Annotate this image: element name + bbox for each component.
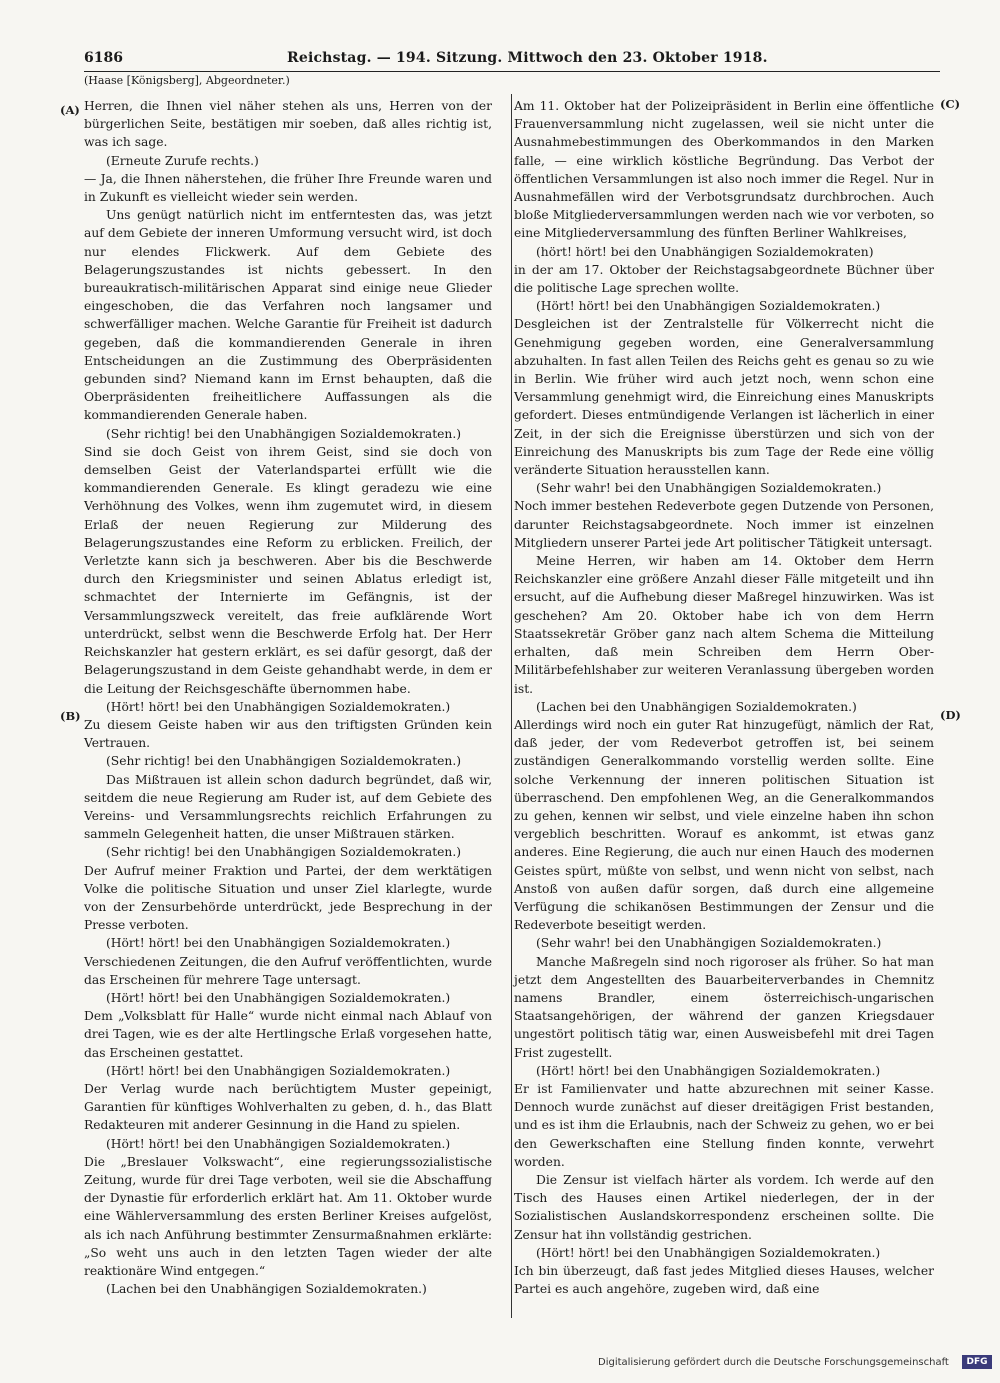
- margin-mark-d: (D): [940, 708, 961, 722]
- paragraph: — Ja, die Ihnen näherstehen, die früher Ihre Freunde waren und in Zukunft es vielleicht wieder sein werden.: [84, 171, 492, 205]
- interjection: (Sehr richtig! bei den Unabhängigen Sozialdemokraten.): [106, 845, 462, 860]
- column-divider: [511, 94, 512, 1318]
- paragraph: Der Verlag wurde nach berüchtigtem Muster gepeinigt, Garantien für künftiges Wohlverhalten zu geben, d. h., das Blatt Redakteuren mit anderer Gesinnung in die Hand zu spielen.: [84, 1081, 492, 1133]
- paragraph: Sind sie doch Geist von ihrem Geist, sind sie doch von demselben Geist der Vaterlandspartei erfüllt wie die kommandierenden Generale. Es klingt geradezu wie eine Verhöhnung des Volkes, wenn ihm zugemutet wird, in diesem Erlaß der neuen Regierung zur Milderung des Belagerungszustandes eine Reform zu erblicken. Freilich, der Verletzte kann sich ja beschweren. Aber bis die Beschwerde durch den Kriegsminister und seinen Ablatus erledigt ist, schmachtet der Internierte im Gefängnis, ist der Versammlungszweck vereitelt, das freie aufklärende Wort unterdrückt, selbst wenn die Beschwerde Erfolg hat. Der Herr Reichskanzler hat gestern erklärt, es sei dafür gesorgt, daß der Belagerungszustand in dem Geiste gehandhabt werde, in dem er die Leitung der Reichsgeschäfte übernommen habe.: [84, 444, 492, 696]
- interjection: (Sehr richtig! bei den Unabhängigen Sozialdemokraten.): [106, 754, 462, 769]
- interjection: (Hört! hört! bei den Unabhängigen Sozialdemokraten.): [536, 1245, 881, 1260]
- paragraph: Der Aufruf meiner Fraktion und Partei, der dem werktätigen Volke die politische Situation und unser Ziel klarlegte, wurde von der Zensurbehörde unterdrückt, jede Besprechung in der Presse verboten.: [84, 863, 492, 933]
- interjection: (hört! hört! bei den Unabhängigen Sozialdemokraten): [536, 244, 874, 259]
- page-header: [84, 50, 940, 70]
- margin-mark-b: (B): [60, 709, 81, 723]
- right-column: [514, 97, 934, 1298]
- interjection: (Erneute Zurufe rechts.): [106, 153, 259, 168]
- interjection: (Hört! hört! bei den Unabhängigen Sozialdemokraten.): [106, 699, 451, 714]
- paragraph: Die „Breslauer Volkswacht“, eine regierungssozialistische Zeitung, wurde für drei Tage verboten, weil sie die Abschaffung der Dynastie für erforderlich erklärt hat. Am 11. Oktober wurde eine Wählerversammlung des ersten Berliner Kreises aufgelöst, als ich nach Anführung bestimmter Zensurmaßnahmen erklärte: „So weht uns auch in den letzten Tagen wieder der alte reaktionäre Wind entgegen.“: [84, 1154, 492, 1278]
- speaker-line: (Haase [Königsberg], Abgeordneter.): [84, 74, 290, 87]
- dfg-logo: DFG: [962, 1355, 992, 1369]
- paragraph: Die Zensur ist vielfach härter als vordem. Ich werde auf den Tisch des Hauses einen Artikel niederlegen, der in der Sozialistischen Auslandskorrespondenz erscheinen sollte. Die Zensur hat ihn vollständig gestrichen.: [514, 1172, 934, 1242]
- interjection: (Sehr wahr! bei den Unabhängigen Sozialdemokraten.): [536, 481, 882, 496]
- interjection: (Hört! hört! bei den Unabhängigen Sozialdemokraten.): [536, 1063, 881, 1078]
- page-number: 6186: [84, 50, 123, 66]
- paragraph: Noch immer bestehen Redeverbote gegen Dutzende von Personen, darunter Reichstagsabgeordnete. Noch immer ist einzelnen Mitgliedern unserer Partei jede Art politischer Tätigkeit untersagt.: [514, 499, 934, 550]
- interjection: (Hört! hört! bei den Unabhängigen Sozialdemokraten.): [106, 1063, 451, 1078]
- paragraph: Am 11. Oktober hat der Polizeipräsident in Berlin eine öffentliche Frauenversammlung nicht zugelassen, weil sie nicht unter die Ausnahmebestimmungen des Oberkommandos in den Marken falle, — eine wirklich köstliche Begründung. Das Verbot der öffentlichen Versammlungen ist also noch immer die Regel. Nur in Ausnahmefällen wird der Verbotsgrundsatz durchbrochen. Auch bloße Mitgliederversammlungen werden nach wie vor verboten, so eine Mitgliederversammlung des fünften Berliner Wahlkreises,: [514, 99, 934, 241]
- paragraph: Ich bin überzeugt, daß fast jedes Mitglied dieses Hauses, welcher Partei es auch angehöre, zugeben wird, daß eine: [514, 1264, 934, 1297]
- paragraph: in der am 17. Oktober der Reichstagsabgeordnete Büchner über die politische Lage sprechen wollte.: [514, 262, 934, 296]
- interjection: (Hört! hört! bei den Unabhängigen Sozialdemokraten.): [106, 936, 451, 951]
- paragraph: Manche Maßregeln sind noch rigoroser als früher. So hat man jetzt dem Angestellten des Bauarbeiterverbandes in Chemnitz namens Brandler, einem österreichisch-ungarischen Staatsangehörigen, der während der ganzen Kriegsdauer ungestört politisch tätig war, einen Ausweisbefehl mit drei Tagen Frist zugestellt.: [514, 954, 934, 1060]
- paragraph: Herren, die Ihnen viel näher stehen als uns, Herren von der bürgerlichen Seite, bestätigen mir soeben, daß alles richtig ist, was ich sage.: [84, 99, 492, 150]
- interjection: (Sehr richtig! bei den Unabhängigen Sozialdemokraten.): [106, 426, 462, 441]
- interjection: (Sehr wahr! bei den Unabhängigen Sozialdemokraten.): [536, 936, 882, 951]
- header-rule: [84, 71, 940, 72]
- left-column: [84, 97, 492, 1298]
- interjection: (Hört! hört! bei den Unabhängigen Sozialdemokraten.): [106, 990, 451, 1005]
- paragraph: Uns genügt natürlich nicht im entferntesten das, was jetzt auf dem Gebiete der inneren Umformung versucht wird, ist doch nur elendes Flickwerk. Auf dem Gebiete des Belagerungszustandes ist nichts gebessert. In den bureaukratisch-militärischen Apparat sind einige neue Glieder eingeschoben, die das Verfahren noch langsamer und schwerfälliger machen. Welche Garantie für Freiheit ist dadurch gegeben, daß die kommandierenden Generale in ihren Entscheidungen an die Zustimmung des Oberpräsidenten gebunden sind? Niemand kann im Ernst behaupten, daß die Oberpräsidenten freiheitlichere Auffassungen als die kommandierenden Generale haben.: [84, 208, 492, 423]
- paragraph: Desgleichen ist der Zentralstelle für Völkerrecht nicht die Genehmigung gegeben worden, eine Generalversammlung abzuhalten. In fast allen Teilen des Reichs geht es genau so zu wie in Berlin. Wie früher wird auch jetzt noch, wenn schon eine Versammlung genehmigt wird, die Einreichung eines Manuskripts gefordert. Dieses entmündigende Verlangen ist lächerlich in einer Zeit, in der sich die Ereignisse überstürzen und sich von der Einreichung des Manuskripts bis zum Tage der Rede eine völlig veränderte Situation herausstellen kann.: [514, 317, 934, 478]
- paragraph: Zu diesem Geiste haben wir aus den triftigsten Gründen kein Vertrauen.: [84, 717, 492, 751]
- paragraph: Dem „Volksblatt für Halle“ wurde nicht einmal nach Ablauf von drei Tagen, wie es der alte Hertlingsche Erlaß vorgesehen hatte, das Erscheinen gestattet.: [84, 1009, 492, 1060]
- paragraph: Verschiedenen Zeitungen, die den Aufruf veröffentlichten, wurde das Erscheinen für mehrere Tage untersagt.: [84, 954, 492, 987]
- interjection: (Lachen bei den Unabhängigen Sozialdemokraten.): [106, 1282, 427, 1297]
- paragraph: Meine Herren, wir haben am 14. Oktober dem Herrn Reichskanzler eine größere Anzahl dieser Fälle mitgeteilt und ihn ersucht, auf die Aufhebung dieser Maßregel hinzuwirken. Was ist geschehen? Am 20. Oktober habe ich von dem Herrn Staatssekretär Gröber ganz nach altem Schema die Mitteilung erhalten, daß mein Schreiben dem Herrn Ober-Militärbefehlshaber zur weiteren Veranlassung übergeben worden ist.: [514, 554, 934, 696]
- page-title: Reichstag. — 194. Sitzung. Mittwoch den 23. Oktober 1918.: [287, 50, 768, 66]
- interjection: (Lachen bei den Unabhängigen Sozialdemokraten.): [536, 699, 857, 714]
- interjection: (Hört! hört! bei den Unabhängigen Sozialdemokraten.): [536, 299, 881, 314]
- paragraph: Das Mißtrauen ist allein schon dadurch begründet, daß wir, seitdem die neue Regierung am Ruder ist, auf dem Gebiete des Vereins- und Versammlungsrechts reichlich Erfahrungen zu sammeln Gelegenheit hatten, die unser Mißtrauen stärken.: [84, 772, 492, 842]
- margin-mark-a: (A): [60, 103, 80, 117]
- paragraph: Er ist Familienvater und hatte abzurechnen mit seiner Kasse. Dennoch wurde zunächst auf dieser dreitägigen Frist bestanden, und es ist ihm die Erlaubnis, nach der Schweiz zu gehen, wo er bei den Gewerkschaften eine Stellung finden konnte, verwehrt worden.: [514, 1081, 934, 1169]
- interjection: (Hört! hört! bei den Unabhängigen Sozialdemokraten.): [106, 1136, 451, 1151]
- funding-note: Digitalisierung gefördert durch die Deutsche Forschungsgemeinschaft: [598, 1357, 949, 1368]
- paragraph: Allerdings wird noch ein guter Rat hinzugefügt, nämlich der Rat, daß jeder, der vom Redeverbot getroffen ist, bei seinem zuständigen Generalkommando vorstellig werden sollte. Eine solche Verkennung der inneren politischen Situation ist überraschend. Den empfohlenen Weg, an die Generalkommandos zu gehen, kennen wir selbst, und viele einzelne haben ihn schon vergeblich beschritten. Worauf es ankommt, ist etwas ganz anderes. Eine Regierung, die auch nur einen Hauch des modernen Geistes spürt, müßte von selbst, und wenn nicht von selbst, nach Anstoß von außen dafür sorgen, daß durch eine allgemeine Verfügung die schikanösen Bestimmungen der Zensur und die Redeverbote beseitigt werden.: [514, 717, 934, 933]
- margin-mark-c: (C): [940, 97, 961, 111]
